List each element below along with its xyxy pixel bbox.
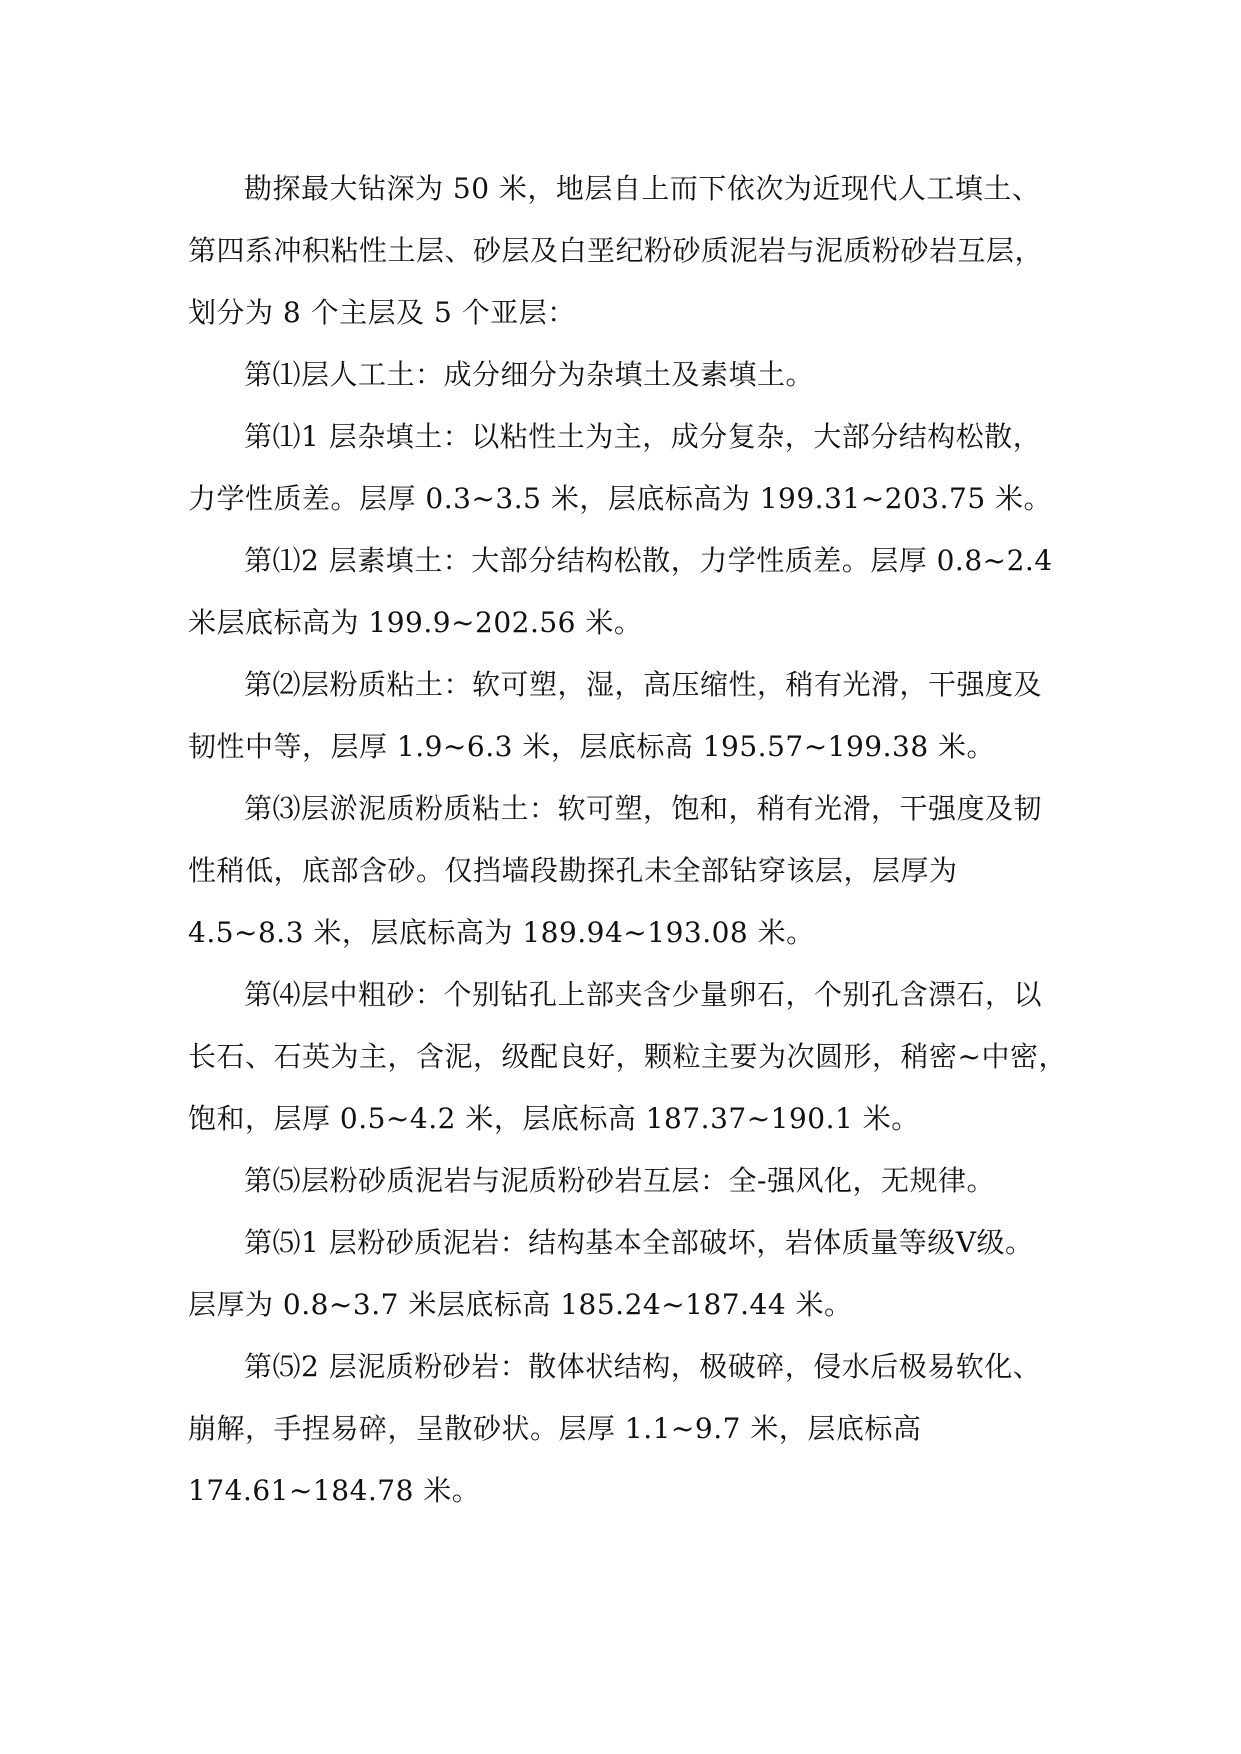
- paragraph-layer-5-2: [188, 1336, 1054, 1522]
- text-line: 4.5~8.3 米，层底标高为 189.94~193.08 米。: [188, 916, 815, 949]
- text-line: 勘探最大钻深为 50 米，地层自上而下依次为近现代人工填土、: [244, 172, 1041, 205]
- text-line: 第⑵层粉质粘土：软可塑，湿，高压缩性，稍有光滑，干强度及: [244, 668, 1043, 701]
- text-line: 崩解，手捏易碎，呈散砂状。层厚 1.1~9.7 米，层底标高: [188, 1412, 922, 1445]
- paragraph-layer-2: [188, 654, 1054, 778]
- paragraph-layer-5-1: [188, 1212, 1054, 1336]
- text-line: 第四系冲积粘性土层、砂层及白垩纪粉砂质泥岩与泥质粉砂岩互层，: [188, 234, 1044, 267]
- paragraph-layer-3: [188, 778, 1054, 964]
- text-line: 长石、石英为主，含泥，级配良好，颗粒主要为次圆形，稍密~中密，: [188, 1040, 1067, 1073]
- paragraph-layer-1: [188, 344, 1054, 406]
- paragraph-layer-1-1: [188, 406, 1054, 530]
- text-line: 饱和，层厚 0.5~4.2 米，层底标高 187.37~190.1 米。: [188, 1102, 920, 1135]
- paragraph-layer-1-2: [188, 530, 1054, 654]
- text-line: 第⑴1 层杂填土：以粘性土为主，成分复杂，大部分结构松散，: [244, 420, 1042, 453]
- text-line: 第⑷层中粗砂：个别钻孔上部夹含少量卵石，个别孔含漂石，以: [244, 978, 1043, 1011]
- text-line: 韧性中等，层厚 1.9~6.3 米，层底标高 195.57~199.38 米。: [188, 730, 996, 763]
- paragraph-layer-5: [188, 1150, 1054, 1212]
- text-line: 174.61~184.78 米。: [188, 1474, 481, 1507]
- text-line: 第⑸1 层粉砂质泥岩：结构基本全部破坏，岩体质量等级Ⅴ级。: [244, 1226, 1034, 1259]
- document-page: [188, 158, 1067, 1522]
- text-line: 划分为 8 个主层及 5 个亚层：: [188, 296, 576, 329]
- paragraph-layer-4: [188, 964, 1067, 1150]
- text-line: 第⑴层人工土：成分细分为杂填土及素填土。: [244, 358, 815, 391]
- text-line: 米层底标高为 199.9~202.56 米。: [188, 606, 643, 639]
- text-line: 层厚为 0.8~3.7 米层底标高 185.24~187.44 米。: [188, 1288, 853, 1321]
- text-line: 力学性质差。层厚 0.3~3.5 米，层底标高为 199.31~203.75 米。: [188, 482, 1053, 515]
- paragraph-overview: [188, 158, 1054, 344]
- text-line: 第⑶层淤泥质粉质粘土：软可塑，饱和，稍有光滑，干强度及韧: [244, 792, 1043, 825]
- text-line: 第⑴2 层素填土：大部分结构松散，力学性质差。层厚 0.8~2.4: [244, 544, 1053, 577]
- text-line: 性稍低，底部含砂。仅挡墙段勘探孔未全部钻穿该层，层厚为: [188, 854, 958, 887]
- text-line: 第⑸2 层泥质粉砂岩：散体状结构，极破碎，侵水后极易软化、: [244, 1350, 1042, 1383]
- text-line: 第⑸层粉砂质泥岩与泥质粉砂岩互层：全-强风化，无规律。: [244, 1164, 995, 1197]
